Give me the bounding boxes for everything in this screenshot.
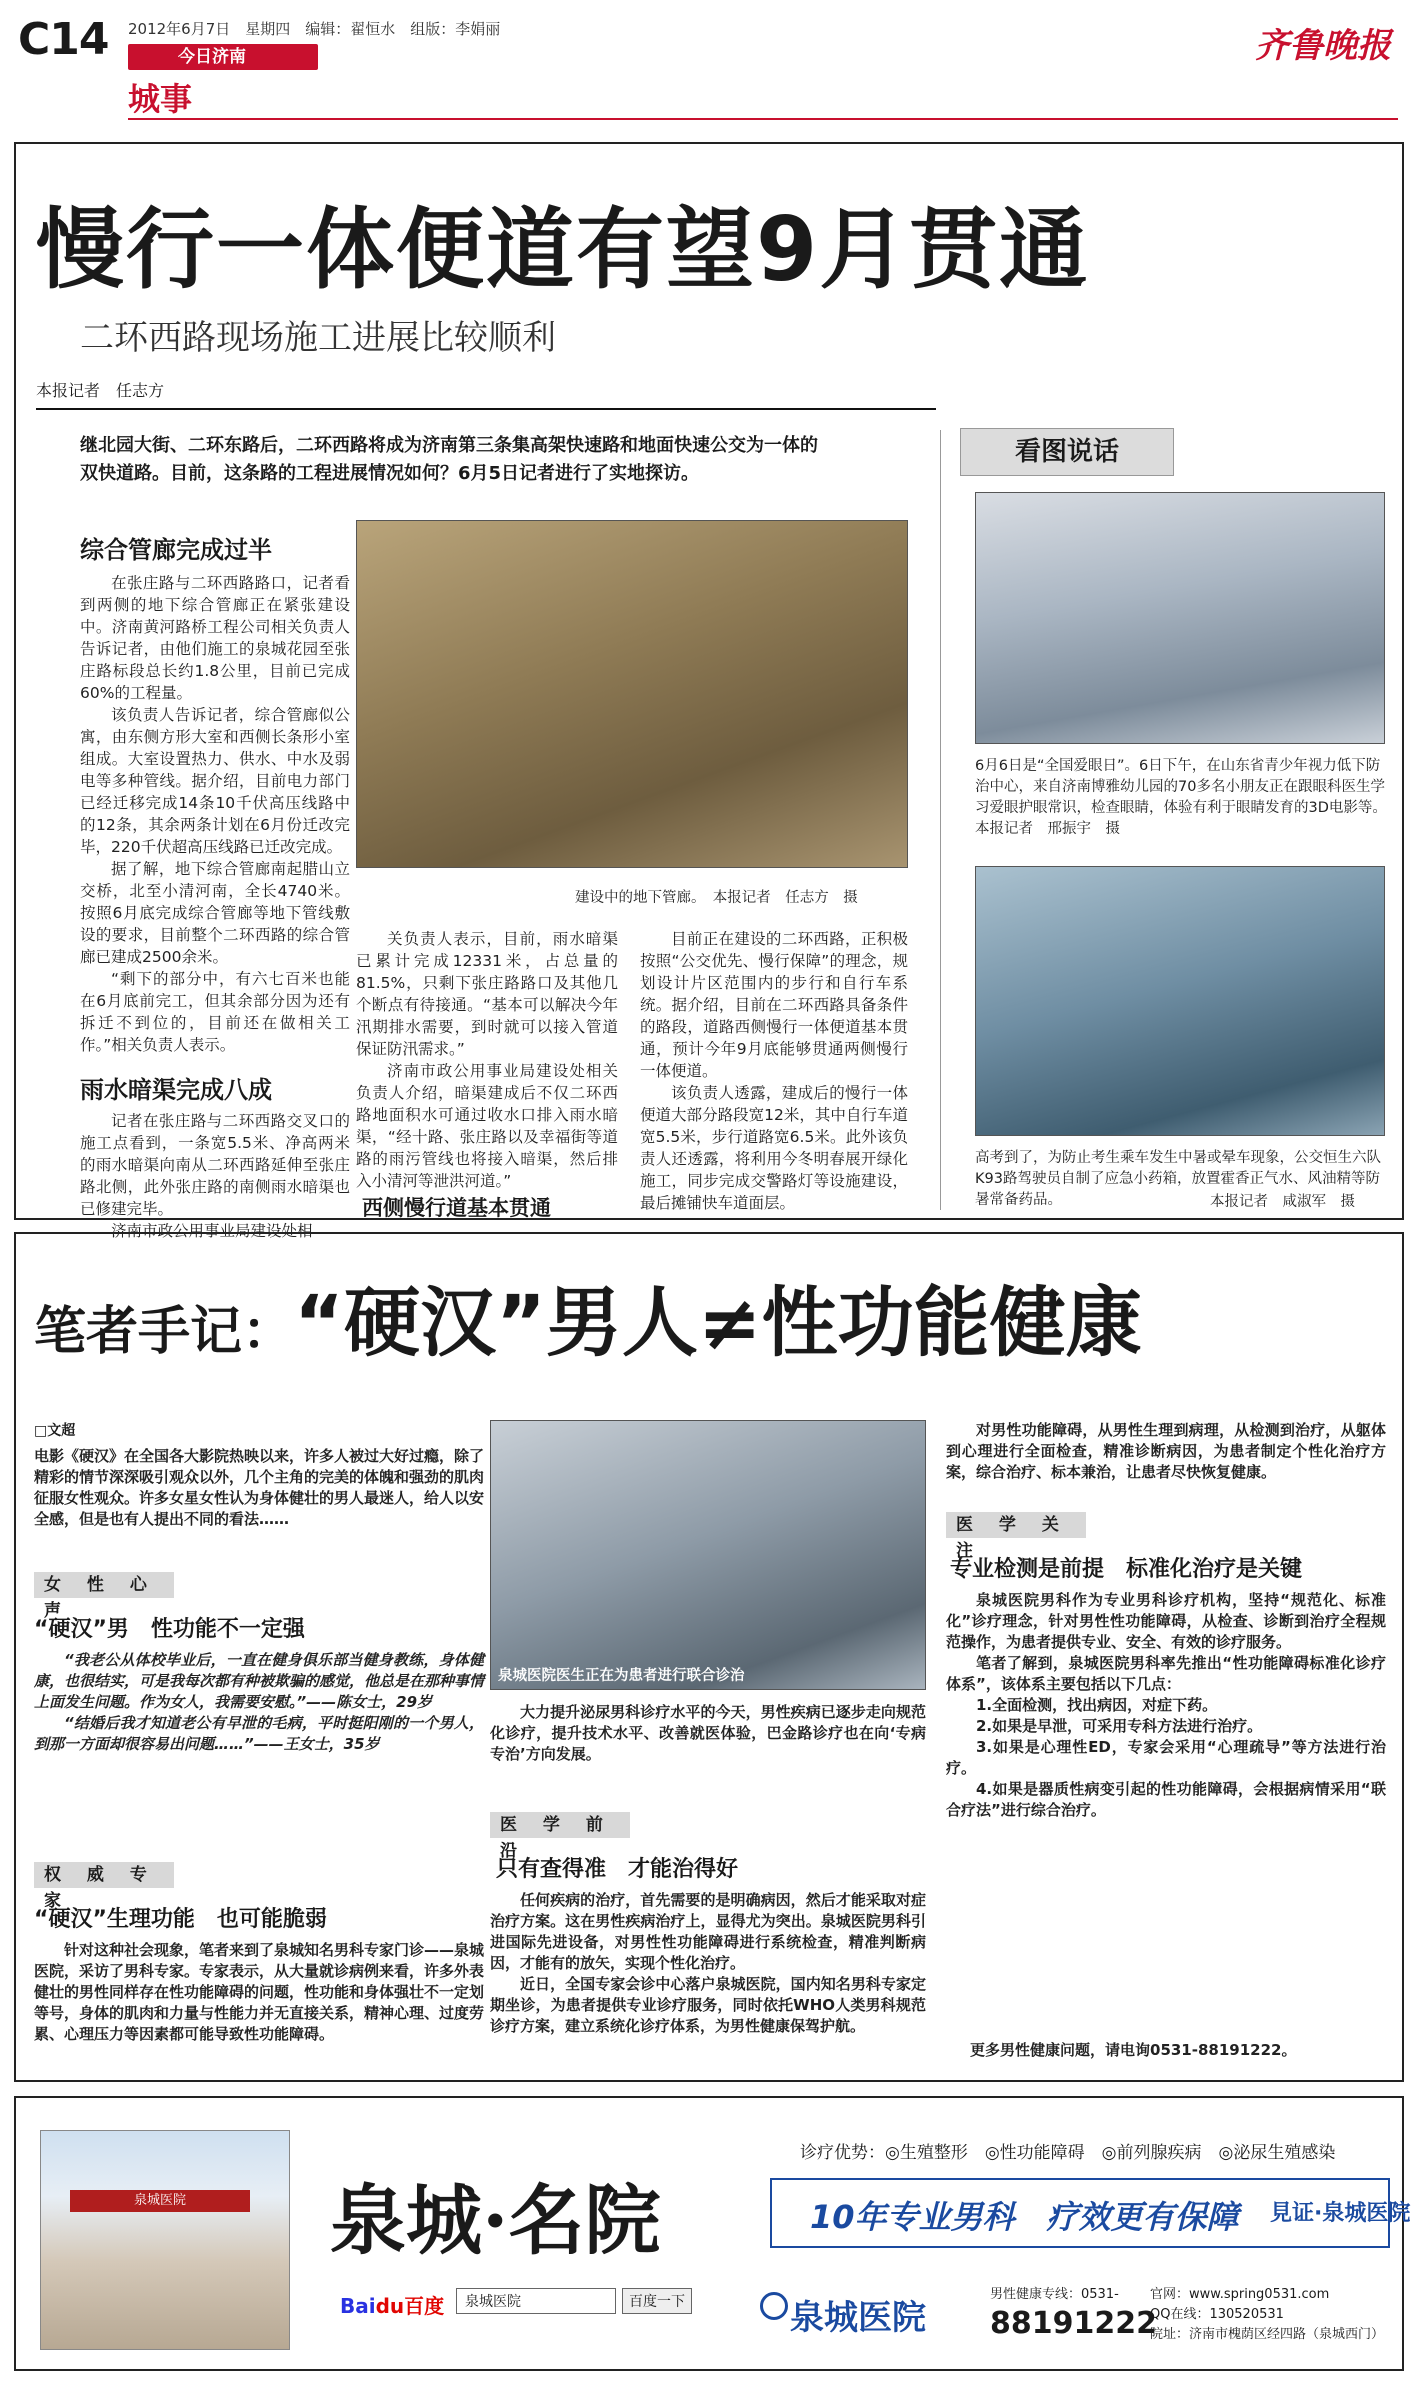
- page-number: C14: [18, 14, 109, 65]
- box-medical-focus: 医 学 关 注: [946, 1512, 1086, 1538]
- headline-rule: [36, 408, 936, 410]
- sidebar-caption-1: 6月6日是“全国爱眼日”。6日下午，在山东省青少年视力低下防治中心，来自济南博雅幼儿园的70多名小朋友正在跟眼科医生学习爱眼护眼常识，检查眼睛，体验有利于眼睛发育的3D电影等。 本报记者 邢振宇 摄: [975, 758, 1409, 837]
- hotline-label: 男性健康专线：0531-: [990, 2287, 1119, 2302]
- paragraph: 在张庄路与二环西路路口，记者看到两侧的地下综合管廊正在紧张建设中。济南黄河路桥工程公司相关负责人告诉记者，由他们施工的泉城花园至张庄路标段总长约1.8公里，目前已完成60%的工程量。: [80, 574, 350, 702]
- paragraph: 近日，全国专家会诊中心落户泉城医院，国内知名男科专家定期坐诊，为患者提供专业诊疗服务，同时依托WHO人类男科规范诊疗方案，建立系统化诊疗体系，为男性健康保驾护航。: [490, 1975, 926, 2035]
- section-tag: 今日济南: [128, 44, 318, 70]
- essay-headline: [34, 1262, 1142, 1371]
- issue-meta: 2012年6月7日 星期四 编辑：翟恒水 组版：李娟丽: [128, 20, 501, 38]
- bus-medkit-photo: [975, 866, 1385, 1136]
- sidebar-caption-2-byline: 本报记者 咸淑军 摄: [1210, 1194, 1355, 1210]
- paragraph: 2.如果是早泄，可采用专科方法进行治疗。: [976, 1717, 1263, 1735]
- ad-website: 官网：www.spring0531.com: [1150, 2287, 1330, 2302]
- column-a: [34, 1650, 484, 1755]
- ad-slogan-mark: 見证·泉城医院: [1270, 2201, 1411, 2226]
- paragraph: “剩下的部分中，有六七百米也能在6月底前完工，但其余部分因为还有拆迁不到位的，目前还在做相关工作。”相关负责人表示。: [80, 970, 350, 1054]
- newspaper-logo: 齐鲁晚报: [1255, 26, 1391, 66]
- subhead-slow-lane: 西侧慢行道基本贯通: [362, 1196, 551, 1220]
- column-1a: [80, 572, 350, 1056]
- paragraph: 泉城医院男科作为专业男科诊疗机构，坚持“规范化、标准化”诊疗理念，针对男性性功能障碍，从检查、诊断到治疗全程规范操作，为患者提供专业、安全、有效的诊疗服务。: [946, 1591, 1386, 1651]
- sidebar-caption-2: 高考到了，为防止考生乘车发生中暑或晕车现象，公交恒生六队K93路驾驶员自制了应急小药箱，放置霍香正气水、风油精等防暑常备药品。: [975, 1150, 1381, 1208]
- more-info: 更多男性健康问题，请电询0531-88191222。: [970, 2041, 1297, 2059]
- building-sign: 泉城医院: [70, 2190, 250, 2212]
- column-1b: [80, 1110, 350, 1242]
- paragraph: 目前正在建设的二环西路，正积极按照“公交优先、慢行保障”的理念，规划设计片区范围内的步行和自行车系统。据介绍，目前在二环西路具备条件的路段，道路西侧慢行一体便道基本贯通，预计今年9月底能够贯通两侧慢行一体便道。: [640, 930, 908, 1080]
- ad-title: 泉城·名院: [330, 2176, 661, 2265]
- header-rule: [128, 118, 1398, 120]
- essay-byline: □文超: [34, 1423, 76, 1439]
- doctors-photo-caption: 泉城医院医生正在为患者进行联合诊治: [498, 1668, 745, 1684]
- hotline-number: 88191222: [990, 2306, 1157, 2341]
- paragraph: 对男性功能障碍，从男性生理到病理，从检测到治疗，从躯体到心理进行全面检查，精准诊断病因，为患者制定个性化治疗方案，综合治疗、标本兼治，让患者尽快恢复健康。: [946, 1421, 1386, 1481]
- column-divider: [940, 430, 941, 1210]
- ad-slogan: 10年专业男科 疗效更有保障: [810, 2198, 1239, 2236]
- column-2: [356, 928, 618, 1192]
- subhead-d: 专业检测是前提 标准化治疗是关键: [950, 1557, 1303, 1582]
- column-d: [946, 1590, 1386, 1821]
- column-b: [34, 1940, 484, 2045]
- paragraph: 3.如果是心理性ED，专家会采用“心理疏导”等方法进行治疗。: [946, 1738, 1386, 1777]
- byline: 本报记者 任志方: [36, 381, 165, 400]
- ad-qq: QQ在线：130520531: [1150, 2307, 1284, 2322]
- search-button[interactable]: 百度一下: [622, 2288, 692, 2314]
- lede: 继北园大街、二环东路后，二环西路将成为济南第三条集高架快速路和地面快速公交为一体的双快道路。目前，这条路的工程进展情况如何？6月5日记者进行了实地探访。: [80, 435, 818, 484]
- eye-care-photo: [975, 492, 1385, 744]
- paragraph: 1.全面检测，找出病因，对症下药。: [976, 1696, 1218, 1714]
- hospital-name: 泉城医院: [790, 2298, 926, 2338]
- paragraph: 针对这种社会现象，笔者来到了泉城知名男科专家门诊——泉城医院，采访了男科专家。专家表示，从大量就诊病例来看，许多外表健壮的男性同样存在性功能障碍的问题，性功能和身体强壮不一定划等号，身体的肌肉和力量与性能力并无直接关系，精神心理、过度劳累、心理压力等因素都可能导致性功能障碍。: [34, 1941, 485, 2043]
- paragraph: “结婚后我才知道老公有早泄的毛病，平时挺阳刚的一个男人，到那一方面却很容易出问题……”——王女士，35岁: [34, 1714, 484, 1753]
- construction-photo: [356, 520, 908, 868]
- hospital-logo-icon: [760, 2292, 788, 2320]
- paragraph: 任何疾病的治疗，首先需要的是明确病因，然后才能采取对症治疗方案。这在男性疾病治疗上，显得尤为突出。泉城医院男科引进国际先进设备，对男性性功能障碍进行系统检查，精准判断病因，才能有的放矢，实现个性化治疗。: [490, 1891, 926, 1972]
- paragraph: 该负责人告诉记者，综合管廊似公寓，由东侧方形大室和西侧长条形小室组成。大室设置热力、供水、中水及弱电等多种管线。据介绍，目前电力部门已经迁移完成14条10千伏高压线路中的12条，其余两条计划在6月份迁改完毕，220千伏超高压线路已迁改完成。: [80, 706, 350, 856]
- column-c: [490, 1890, 926, 2037]
- subhead-rain-culvert: 雨水暗渠完成八成: [80, 1076, 272, 1104]
- doctors-photo: [490, 1420, 926, 1690]
- hospital-building-image: [40, 2130, 290, 2350]
- baidu-logo: [340, 2290, 444, 2319]
- essay-headline-prefix: 笔者手记：: [34, 1302, 295, 1362]
- subhead-pipe-corridor: 综合管廊完成过半: [80, 536, 272, 564]
- box-women-voice: 女 性 心 声: [34, 1572, 174, 1598]
- paragraph: 关负责人表示，目前，雨水暗渠已累计完成12331米，占总量的81.5%，只剩下张庄路路口及其他几个断点有待接通。“基本可以解决今年汛期排水需要，到时就可以接入管道保证防汛需求。”: [356, 930, 618, 1058]
- headline: 慢行一体便道有望9月贯通: [36, 198, 1090, 301]
- paragraph: 济南市政公用事业局建设处相关负责人介绍，暗渠建成后不仅二环西路地面积水可通过收水口排入雨水暗渠，“经十路、张庄路以及幸福街等道路的雨污管线也将接入暗渠，然后排入小清河等泄洪河道。”: [356, 1062, 618, 1190]
- section-title: 城事: [128, 80, 193, 118]
- paragraph: 笔者了解到，泉城医院男科率先推出“性功能障碍标准化诊疗体系”，该体系主要包括以下几点：: [946, 1654, 1386, 1693]
- box-frontier: 医 学 前 沿: [490, 1812, 630, 1838]
- search-input[interactable]: 泉城医院: [456, 2288, 616, 2314]
- paragraph: 据了解，地下综合管廊南起腊山立交桥，北至小清河南，全长4740米。按照6月底完成综合管廊等地下管线敷设的要求，目前整个二环西路的综合管廊已建成2500余米。: [80, 860, 350, 966]
- subhead-a: “硬汉”男 性功能不一定强: [34, 1617, 305, 1642]
- paragraph: “我老公从体校毕业后，一直在健身俱乐部当健身教练，身体健康，也很结实，可是我每次都有种被欺骗的感觉，他总是在那种事情上面发生问题。作为女人，我需要安慰。”——陈女士，29岁: [34, 1651, 485, 1711]
- subheadline: 二环西路现场施工进展比较顺利: [80, 318, 556, 358]
- column-3: [640, 928, 908, 1214]
- paragraph: 4.如果是器质性病变引起的性功能障碍，会根据病情采用“联合疗法”进行综合治疗。: [946, 1780, 1386, 1819]
- ad-advantages: 诊疗优势：◎生殖整形 ◎性功能障碍 ◎前列腺疾病 ◎泌尿生殖感染: [800, 2143, 1336, 2163]
- baidu-logo-b: du百度: [375, 2294, 445, 2318]
- photo-caption: 建设中的地下管廊。 本报记者 任志方 摄: [575, 890, 858, 906]
- baidu-logo-a: Bai: [340, 2294, 376, 2318]
- column-mid: [490, 1702, 926, 1765]
- paragraph: 该负责人透露，建成后的慢行一体便道大部分路段宽12米，其中自行车道宽5.5米，步行道路宽6.5米。此外该负责人还透露，将利用今冬明春展开绿化施工，同步完成交警路灯等设施建设，最后摊铺快车道面层。: [640, 1084, 908, 1212]
- essay-intro: 电影《硬汉》在全国各大影院热映以来，许多人被过大好过瘾，除了精彩的情节深深吸引观众以外，几个主角的完美的体魄和强劲的肌肉征服女性观众。许多女星女性认为身体健壮的男人最迷人，给人以安全感，但是也有人提出不同的看法……: [34, 1447, 485, 1528]
- paragraph: 记者在张庄路与二环西路交叉口的施工点看到，一条宽5.5米、净高两米的雨水暗渠向南从二环西路延伸至张庄路北侧，此外张庄路的南侧雨水暗渠也已修建完毕。: [80, 1112, 350, 1218]
- photo-talk-box: 看图说话: [960, 428, 1174, 476]
- paragraph: 济南市政公用事业局建设处相: [111, 1222, 313, 1240]
- subhead-c: 只有查得准 才能治得好: [496, 1857, 739, 1882]
- box-expert: 权 威 专 家: [34, 1862, 174, 1888]
- paragraph: 大力提升泌尿男科诊疗水平的今天，男性疾病已逐步走向规范化诊疗，提升技术水平、改善就医体验，巴金路诊疗也在向‘专病专治’方向发展。: [490, 1703, 926, 1763]
- essay-headline-main: “硬汉”男人≠性功能健康: [294, 1278, 1142, 1367]
- subhead-b: “硬汉”生理功能 也可能脆弱: [34, 1907, 327, 1932]
- ad-address: 院址：济南市槐荫区经四路（泉城西门）: [1150, 2327, 1385, 2342]
- column-r-top: [946, 1420, 1386, 1483]
